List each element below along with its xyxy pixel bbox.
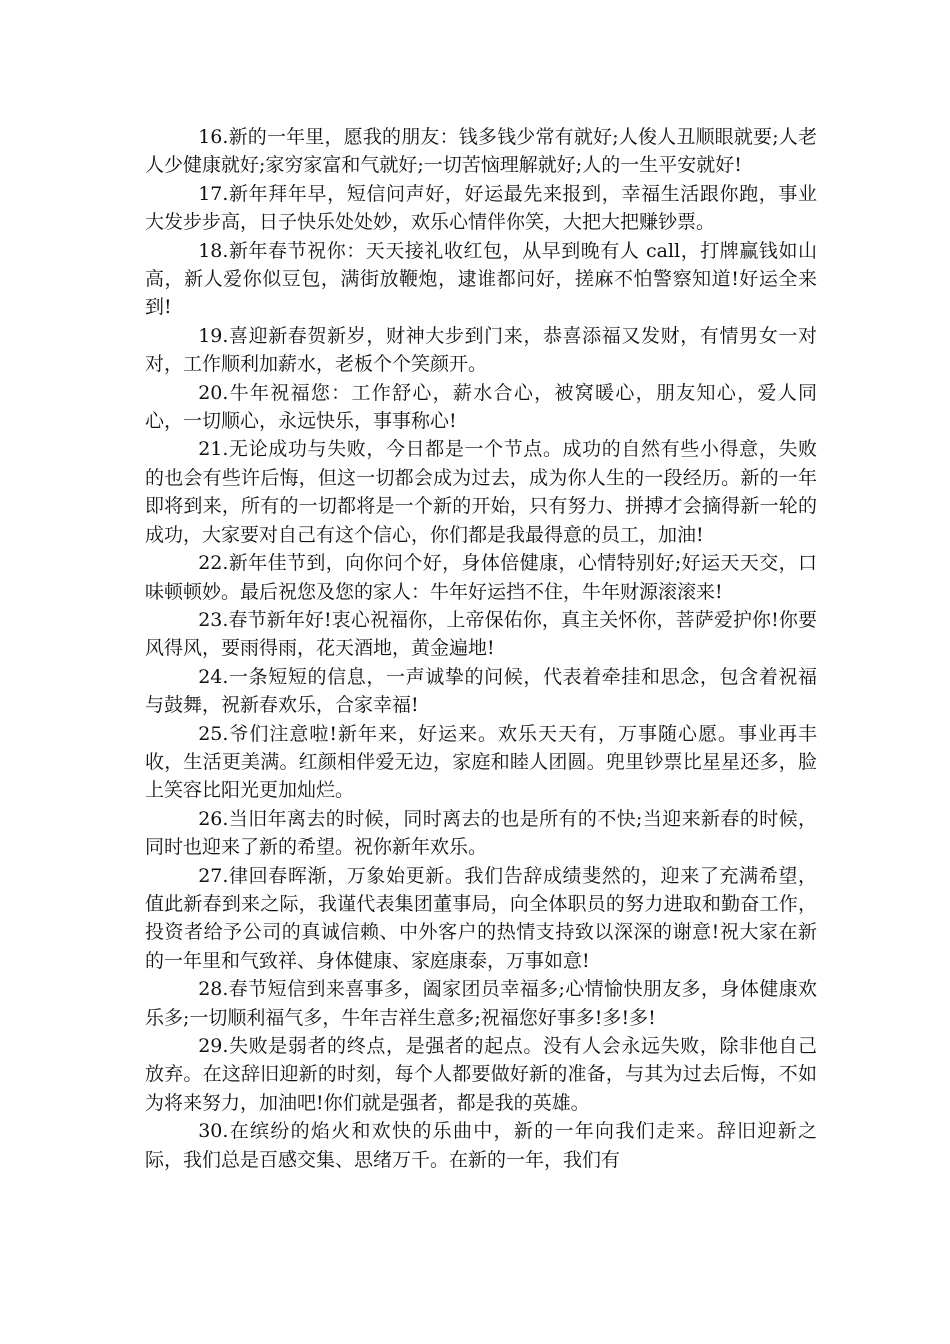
paragraph-22: 22.新年佳节到，向你问个好，身体倍健康，心情特别好;好运天天交，口味顿顿妙。最后祝您及您的家人：牛年好运挡不住，牛年财源滚滚来! [145,552,817,603]
paragraph-18: 18.新年春节祝你：天天接礼收红包，从早到晚有人 call，打牌赢钱如山高，新人爱你似豆包，满街放鞭炮，逮谁都问好，搓麻不怕警察知道!好运全来到! [145,239,817,319]
paragraph-17: 17.新年拜年早，短信问声好，好运最先来报到，幸福生活跟你跑，事业大发步步高，日子快乐处处妙，欢乐心情伴你笑，大把大把赚钞票。 [145,182,817,234]
paragraph-24: 24.一条短短的信息，一声诚挚的问候，代表着牵挂和思念，包含着祝福与鼓舞，祝新春欢乐，合家幸福! [145,665,817,717]
paragraph-30: 30.在缤纷的焰火和欢快的乐曲中，新的一年向我们走来。辞旧迎新之际，我们总是百感交集、思绪万千。在新的一年，我们有 [145,1120,817,1171]
paragraph-27: 27.律回春晖渐，万象始更新。我们告辞成绩斐然的，迎来了充满希望，值此新春到来之际，我谨代表集团董事局，向全体职员的努力进取和勤奋工作，投资者给予公司的真诚信赖、中外客户的热情支持致以深深的谢意!祝大家在新的一年里和气致祥、身体健康、家庭康泰，万事如意! [145,864,817,972]
paragraph-23: 23.春节新年好!衷心祝福你，上帝保佑你，真主关怀你，菩萨爱护你!你要风得风，要雨得雨，花天酒地，黄金遍地! [145,608,817,660]
paragraph-21: 21.无论成功与失败，今日都是一个节点。成功的自然有些小得意，失败的也会有些许后悔，但这一切都会成为过去，成为你人生的一段经历。新的一年即将到来，所有的一切都将是一个新的开始，只有努力、拼搏才会摘得新一轮的成功，大家要对自己有这个信心，你们都是我最得意的员工，加油! [145,438,817,546]
paragraph-20: 20.牛年祝福您：工作舒心，薪水合心，被窝暖心，朋友知心，爱人同心，一切顺心，永远快乐，事事称心! [145,381,817,433]
document-body [145,123,817,1174]
paragraph-19: 19.喜迎新春贺新岁，财神大步到门来，恭喜添福又发财，有情男女一对对，工作顺利加薪水，老板个个笑颜开。 [145,324,817,376]
paragraph-26: 26.当旧年离去的时候，同时离去的也是所有的不快;当迎来新春的时候，同时也迎来了新的希望。祝你新年欢乐。 [145,807,817,859]
paragraph-16: 16.新的一年里，愿我的朋友：钱多钱少常有就好;人俊人丑顺眼就要;人老人少健康就好;家穷家富和气就好;一切苦恼理解就好;人的一生平安就好! [145,126,817,177]
paragraph-29: 29.失败是弱者的终点，是强者的起点。没有人会永远失败，除非他自己放弃。在这辞旧迎新的时刻，每个人都要做好新的准备，与其为过去后悔，不如为将来努力，加油吧!你们就是强者，都是我的英雄。 [145,1035,817,1114]
paragraph-25: 25.爷们注意啦!新年来，好运来。欢乐天天有，万事随心愿。事业再丰收，生活更美满。红颜相伴爱无边，家庭和睦人团圆。兜里钞票比星星还多，脸上笑容比阳光更加灿烂。 [145,722,817,802]
paragraph-28: 28.春节短信到来喜事多，阖家团员幸福多;心情愉快朋友多，身体健康欢乐多;一切顺利福气多，牛年吉祥生意多;祝福您好事多!多!多! [145,978,817,1029]
